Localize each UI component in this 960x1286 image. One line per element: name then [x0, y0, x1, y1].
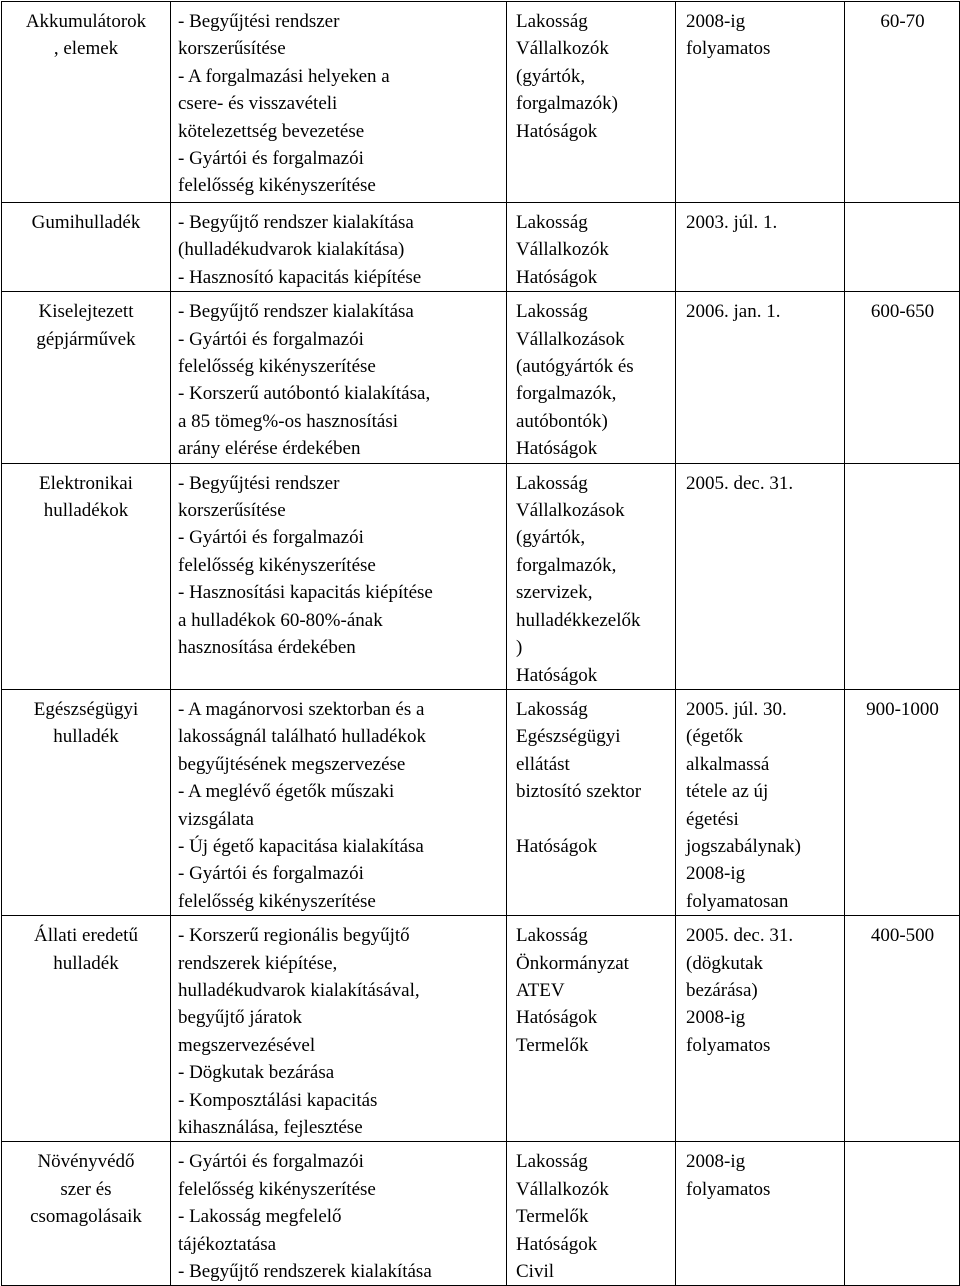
- deadline-line: 2008-ig: [686, 11, 746, 32]
- tasks-cell: [171, 916, 507, 1142]
- actors-line: Lakosság: [516, 212, 588, 233]
- actors-line: (autógyártók és: [516, 356, 634, 378]
- waste-type-cell: [2, 1142, 171, 1286]
- waste-type-line: Elektronikai: [39, 472, 133, 494]
- actors-line: Hatóságok: [516, 835, 598, 857]
- actors-line: Vállalkozók: [516, 239, 609, 261]
- actors-line: Vállalkozások: [516, 328, 625, 350]
- tasks-line: - Lakosság megfelelő: [178, 1206, 342, 1228]
- actors-line: (gyártók,: [516, 527, 586, 549]
- tasks-cell: [171, 2, 507, 203]
- waste-type-line: Akkumulátorok: [25, 11, 147, 32]
- tasks-line: - Begyűjtő rendszerek kialakítása: [178, 1261, 432, 1283]
- waste-type-line: gépjárművek: [36, 328, 136, 350]
- tasks-line: hasznosítása érdekében: [178, 637, 356, 659]
- actors-line: Lakosság: [516, 301, 588, 323]
- waste-type-line: hulladékok: [43, 500, 129, 522]
- actors-line: Civil: [516, 1261, 555, 1283]
- actors-cell: [507, 292, 676, 463]
- actors-line: Egészségügyi: [516, 726, 621, 748]
- amount-value: 600-650: [870, 301, 935, 323]
- deadline-line: folyamatos: [686, 38, 771, 60]
- tasks-line: arány elérése érdekében: [178, 438, 361, 460]
- tasks-line: hulladékudvarok kialakításával,: [178, 979, 420, 1001]
- actors-line: Lakosság: [516, 698, 588, 720]
- actors-line: Lakosság: [516, 472, 588, 494]
- deadline-line: 2008-ig: [686, 1151, 746, 1173]
- deadline-line: folyamatos: [686, 1034, 771, 1056]
- deadline-line: (dögkutak: [686, 952, 764, 974]
- tasks-line: felelősség kikényszerítése: [178, 356, 376, 378]
- deadline-line: 2006. jan. 1.: [686, 301, 781, 323]
- waste-type-line: Növényvédő: [37, 1151, 135, 1173]
- waste-type-cell: [2, 916, 171, 1142]
- tasks-line: - Begyűjtési rendszer: [178, 11, 340, 32]
- waste-type-cell: [2, 292, 171, 463]
- deadline-cell: [676, 463, 845, 689]
- actors-line: Termelők: [516, 1206, 589, 1228]
- tasks-line: - Gyártói és forgalmazói: [178, 148, 364, 170]
- tasks-cell: [171, 292, 507, 463]
- table-row: [2, 1142, 960, 1286]
- tasks-line: - Begyűjtő rendszer kialakítása: [178, 212, 414, 233]
- actors-line: Hatóságok: [516, 120, 598, 142]
- tasks-line: - Komposztálási kapacitás: [178, 1089, 378, 1111]
- actors-line: ): [516, 637, 523, 659]
- tasks-line: felelősség kikényszerítése: [178, 890, 376, 912]
- tasks-line: (hulladékudvarok kialakítása): [178, 239, 405, 261]
- deadline-line: 2005. dec. 31.: [686, 472, 794, 494]
- tasks-line: - Gyártói és forgalmazói: [178, 863, 364, 885]
- amount-cell: [845, 292, 960, 463]
- table-row: [2, 203, 960, 292]
- tasks-line: a hulladékok 60-80%-ának: [178, 609, 383, 631]
- amount-value: 60-70: [880, 11, 925, 32]
- tasks-line: - Gyártói és forgalmazói: [178, 527, 364, 549]
- tasks-cell: [171, 203, 507, 292]
- deadline-line: folyamatosan: [686, 890, 789, 912]
- tasks-line: - Begyűjtő rendszer kialakítása: [178, 301, 414, 323]
- waste-type-cell: [2, 463, 171, 689]
- actors-line: Lakosság: [516, 1151, 588, 1173]
- actors-line: Vállalkozók: [516, 38, 609, 60]
- table-row: [2, 916, 960, 1142]
- deadline-line: tétele az új: [686, 781, 769, 803]
- tasks-line: korszerűsítése: [178, 500, 286, 522]
- tasks-line: korszerűsítése: [178, 38, 286, 60]
- actors-line: biztosító szektor: [516, 781, 642, 803]
- deadline-cell: [676, 292, 845, 463]
- tasks-line: - Gyártói és forgalmazói: [178, 328, 364, 350]
- actors-line: forgalmazók,: [516, 554, 617, 576]
- tasks-line: - Begyűjtési rendszer: [178, 472, 340, 494]
- waste-type-cell: [2, 203, 171, 292]
- deadline-line: égetési: [686, 808, 739, 830]
- tasks-line: begyűjtésének megszervezése: [178, 753, 406, 775]
- amount-cell: [845, 2, 960, 203]
- table-row: [2, 2, 960, 203]
- actors-line: Hatóságok: [516, 266, 598, 288]
- tasks-line: - A forgalmazási helyeken a: [178, 65, 390, 87]
- tasks-line: - Hasznosító kapacitás kiépítése: [178, 266, 422, 288]
- actors-cell: [507, 689, 676, 915]
- deadline-cell: [676, 2, 845, 203]
- table-body: [2, 2, 960, 1286]
- deadline-cell: [676, 1142, 845, 1286]
- actors-line: Hatóságok: [516, 1233, 598, 1255]
- actors-line: szervizek,: [516, 582, 593, 604]
- amount-value: 900-1000: [866, 698, 939, 720]
- actors-line: Hatóságok: [516, 1007, 598, 1029]
- tasks-line: a 85 tömeg%-os hasznosítási: [178, 410, 399, 432]
- tasks-line: felelősség kikényszerítése: [178, 1178, 376, 1200]
- waste-type-line: szer és: [60, 1178, 112, 1200]
- deadline-line: folyamatos: [686, 1178, 771, 1200]
- deadline-line: bezárása): [686, 979, 758, 1001]
- tasks-line: felelősség kikényszerítése: [178, 554, 376, 576]
- waste-type-line: csomagolásaik: [30, 1206, 142, 1228]
- deadline-line: 2005. júl. 30.: [686, 698, 787, 720]
- tasks-line: - A magánorvosi szektorban és a: [178, 698, 425, 720]
- tasks-line: lakosságnál található hulladékok: [178, 726, 426, 748]
- deadline-cell: [676, 916, 845, 1142]
- table-row: [2, 463, 960, 689]
- tasks-cell: [171, 689, 507, 915]
- actors-line: Hatóságok: [516, 438, 598, 460]
- tasks-line: - Gyártói és forgalmazói: [178, 1151, 364, 1173]
- actors-line: hulladékkezelők: [516, 609, 641, 631]
- deadline-line: 2003. júl. 1.: [686, 212, 778, 233]
- actors-cell: [507, 1142, 676, 1286]
- amount-cell: [845, 916, 960, 1142]
- waste-type-line: , elemek: [53, 38, 119, 60]
- tasks-line: - Hasznosítási kapacitás kiépítése: [178, 582, 433, 604]
- waste-type-line: Állati eredetű: [34, 925, 138, 947]
- actors-line: Lakosság: [516, 11, 588, 32]
- deadline-cell: [676, 689, 845, 915]
- deadline-line: jogszabálynak): [686, 835, 802, 857]
- deadline-line: 2005. dec. 31.: [686, 925, 794, 947]
- deadline-line: (égetők: [686, 726, 743, 748]
- tasks-line: csere- és visszavételi: [178, 93, 338, 115]
- tasks-line: kihasználása, fejlesztése: [178, 1117, 363, 1138]
- actors-line: Hatóságok: [516, 664, 598, 686]
- tasks-line: vizsgálata: [178, 808, 254, 830]
- tasks-line: - Korszerű regionális begyűjtő: [178, 925, 410, 947]
- actors-cell: [507, 2, 676, 203]
- actors-line: ATEV: [516, 979, 565, 1001]
- deadline-line: 2008-ig: [686, 863, 746, 885]
- tasks-line: - Dögkutak bezárása: [178, 1062, 335, 1084]
- amount-cell: [845, 203, 960, 292]
- tasks-cell: [171, 463, 507, 689]
- amount-value: 400-500: [870, 925, 935, 947]
- actors-line: ellátást: [516, 753, 570, 775]
- waste-type-cell: [2, 689, 171, 915]
- actors-line: Önkormányzat: [516, 952, 629, 974]
- actors-line: (gyártók,: [516, 65, 586, 87]
- table-row: [2, 292, 960, 463]
- actors-line: Termelők: [516, 1034, 589, 1056]
- actors-line: autóbontók): [516, 410, 608, 432]
- actors-line: Vállalkozók: [516, 1178, 609, 1200]
- actors-line: forgalmazók,: [516, 383, 617, 405]
- tasks-line: begyűjtő járatok: [178, 1007, 302, 1029]
- tasks-cell: [171, 1142, 507, 1286]
- actors-line: forgalmazók): [516, 93, 618, 115]
- actors-cell: [507, 463, 676, 689]
- waste-type-line: Kiselejtezett: [38, 301, 134, 323]
- tasks-line: rendszerek kiépítése,: [178, 952, 338, 974]
- deadline-line: 2008-ig: [686, 1007, 746, 1029]
- table-row: [2, 689, 960, 915]
- deadline-cell: [676, 203, 845, 292]
- tasks-line: kötelezettség bevezetése: [178, 120, 365, 142]
- waste-type-line: Egészségügyi: [33, 698, 139, 720]
- actors-line: Vállalkozások: [516, 500, 625, 522]
- tasks-line: - Új égető kapacitása kialakítása: [178, 835, 424, 857]
- waste-type-line: Gumihulladék: [31, 212, 141, 233]
- actors-line: Lakosság: [516, 925, 588, 947]
- tasks-line: megszervezésével: [178, 1034, 316, 1056]
- waste-type-line: hulladék: [53, 952, 119, 974]
- amount-cell: [845, 1142, 960, 1286]
- amount-cell: [845, 463, 960, 689]
- waste-type-cell: [2, 2, 171, 203]
- amount-cell: [845, 689, 960, 915]
- actors-cell: [507, 203, 676, 292]
- deadline-line: alkalmassá: [686, 753, 770, 775]
- waste-type-line: hulladék: [53, 726, 119, 748]
- actors-line: [516, 806, 672, 833]
- tasks-line: felelősség kikényszerítése: [178, 175, 376, 197]
- tasks-line: - Korszerű autóbontó kialakítása,: [178, 383, 431, 405]
- tasks-line: - A meglévő égetők műszaki: [178, 781, 395, 803]
- waste-management-table: [1, 1, 960, 1286]
- actors-cell: [507, 916, 676, 1142]
- tasks-line: tájékoztatása: [178, 1233, 277, 1255]
